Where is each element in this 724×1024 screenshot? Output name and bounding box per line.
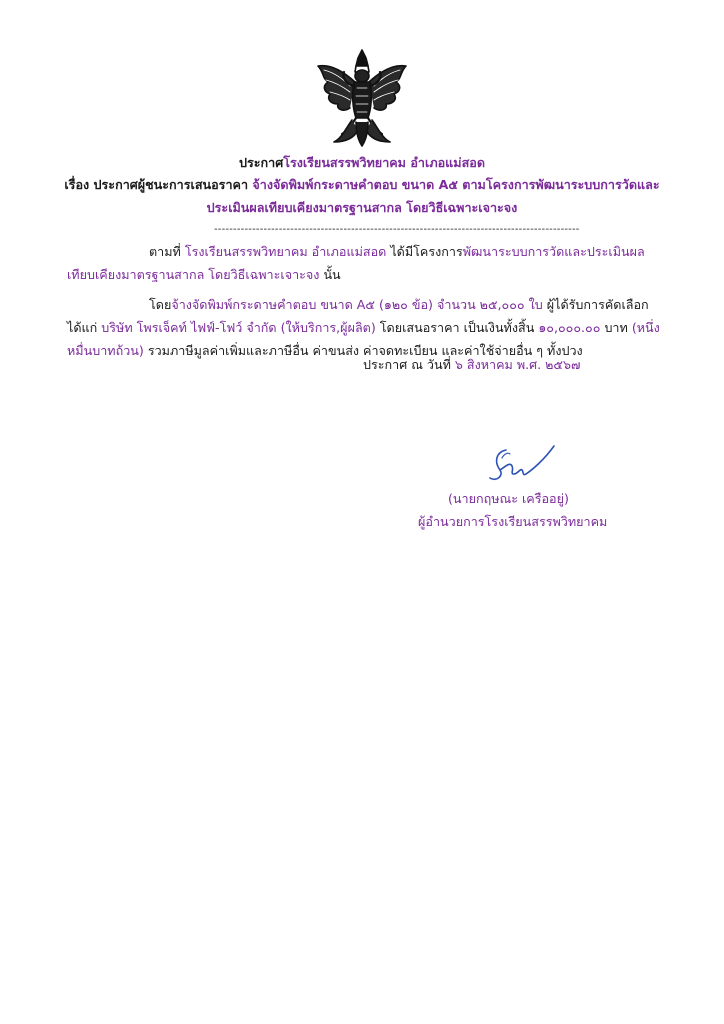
garuda-emblem-icon	[312, 48, 412, 148]
announcement-title	[0, 154, 724, 172]
p1-lead: ตามที่	[149, 244, 185, 259]
p2-company: บริษัท โพรเจ็คท์ ไฟฟ์-โฟว์ จำกัด (ให้บริการ,ผู้ผลิต)	[101, 320, 376, 335]
p1-text-2: นั้น	[319, 267, 341, 282]
title-school: โรงเรียนสรรพวิทยาคม อำเภอแม่สอด	[283, 155, 486, 170]
title-prefix: ประกาศ	[238, 155, 284, 170]
paragraph-1-line-2	[67, 266, 341, 284]
p2-text-1: ผู้ได้รับการคัดเลือก	[542, 297, 649, 312]
p2-text-4: บาท	[600, 320, 632, 335]
paragraph-1-line-1	[149, 243, 645, 261]
p2-lead: โดย	[149, 297, 172, 312]
subject-line-2: ประเมินผลเทียบเคียงมาตรฐานสากล โดยวิธีเฉพาะเจาะจง	[206, 200, 518, 215]
announcement-date: ๖ สิงหาคม พ.ศ. ๒๕๖๗	[454, 357, 581, 372]
p1-project-1: พัฒนาระบบการวัดและประเมินผล	[462, 244, 645, 259]
p2-text-2: ได้แก่	[67, 320, 102, 335]
paragraph-2-line-1	[149, 296, 649, 314]
p2-text-5: รวมภาษีมูลค่าเพิ่มและภาษีอื่น ค่าขนส่ง ค่าจดทะเบียน และค่าใช้จ่ายอื่น ๆ ทั้งปวง	[143, 343, 583, 358]
p2-amount-words-2: หมื่นบาทถ้วน)	[67, 343, 144, 358]
signature-icon	[466, 440, 558, 486]
subject-prefix: เรื่อง ประกาศผู้ชนะการเสนอราคา	[64, 177, 253, 192]
p1-project-2: เทียบเคียงมาตรฐานสากล โดยวิธีเฉพาะเจาะจง	[67, 267, 320, 282]
p1-text-1: ได้มีโครงการ	[386, 244, 463, 259]
announcement-date-line	[363, 356, 580, 374]
announcement-prefix: ประกาศ ณ วันที่	[363, 357, 455, 372]
subject-line-1: จ้างจัดพิมพ์กระดาษคำตอบ ขนาด A๕ ตามโครงการพัฒนาระบบการวัดและ	[252, 177, 660, 192]
announcement-subject	[0, 176, 724, 194]
signer-position	[418, 513, 607, 531]
header-divider: ------------------------------------------------------------------------------------------------	[214, 224, 580, 235]
p2-amount: ๑๐,๐๐๐.๐๐	[538, 320, 601, 335]
signer-school: โรงเรียนสรรพวิทยาคม	[484, 514, 608, 529]
signer-name: (นายกฤษณะ เครืออยู่)	[448, 491, 569, 506]
p2-text-3: โดยเสนอราคา เป็นเงินทั้งสิ้น	[375, 320, 539, 335]
signer-position-prefix: ผู้อำนวยการ	[418, 514, 485, 529]
paragraph-2-line-2	[67, 319, 660, 337]
p2-amount-words-1: (หนึ่ง	[631, 320, 660, 335]
p1-school: โรงเรียนสรรพวิทยาคม อำเภอแม่สอด	[184, 244, 387, 259]
p2-item: จ้างจัดพิมพ์กระดาษคำตอบ ขนาด A๕ (๑๒๐ ข้อ) จำนวน ๒๕,๐๐๐ ใบ	[171, 297, 543, 312]
